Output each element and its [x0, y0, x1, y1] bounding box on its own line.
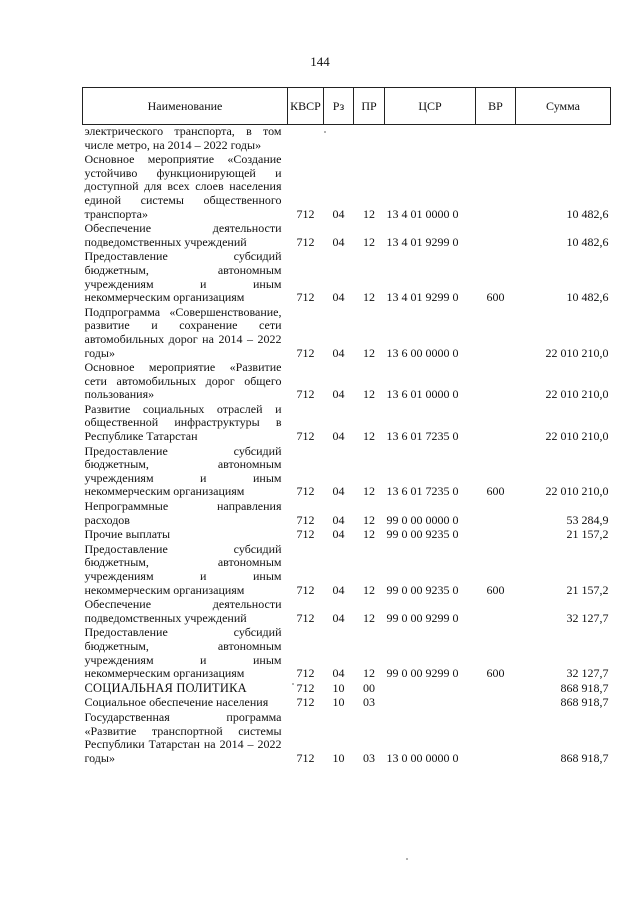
table-row	[83, 250, 611, 305]
cell-pr: 12	[363, 610, 375, 625]
table-row	[83, 682, 611, 697]
cell-sum: 32 127,7	[566, 610, 609, 625]
table-row	[83, 361, 611, 403]
table-row	[83, 153, 611, 222]
cell-pr: 12	[363, 484, 375, 499]
cell-rz: 10	[332, 680, 345, 695]
cell-kvsr: 712	[296, 666, 315, 681]
table-row	[83, 500, 611, 528]
cell-vr	[476, 528, 516, 543]
cell-csr	[385, 696, 476, 711]
cell-rz: 04	[332, 387, 345, 402]
cell-pr: 03	[363, 750, 375, 765]
cell-name: Предоставление субсидий бюджетным, автономным учреждениям и иным некоммерческим организациям	[84, 541, 282, 597]
cell-vr	[476, 696, 516, 711]
budget-table-container	[82, 87, 610, 766]
table-row	[83, 445, 611, 500]
cell-rz: 04	[332, 206, 345, 221]
cell-kvsr: 712	[296, 387, 315, 402]
cell-sum: 22 010 210,0	[545, 387, 609, 402]
cell-vr	[476, 153, 516, 222]
cell-name: Предоставление субсидий бюджетным, автономным учреждениям и иным некоммерческим организациям	[84, 625, 282, 681]
cell-sum: 21 157,2	[566, 527, 609, 542]
cell-csr: 13 4 01 9299 0	[386, 234, 459, 249]
cell-name: Основное мероприятие «Развитие сети автомобильных дорог общего пользования»	[84, 360, 282, 402]
cell-rz: 04	[332, 429, 345, 444]
cell-name: Обеспечение деятельности подведомственных учреждений	[84, 597, 282, 625]
cell-sum: 22 010 210,0	[545, 345, 609, 360]
cell-name: Подпрограмма «Совершенствование, развитие и сохранение сети автомобильных дорог на 2014 – 2022 годы»	[84, 304, 282, 360]
table-row	[83, 222, 611, 250]
cell-kvsr: 712	[296, 680, 315, 695]
cell-rz: 04	[332, 610, 345, 625]
cell-sum: 32 127,7	[566, 666, 609, 681]
cell-csr: 99 0 00 9299 0	[386, 666, 459, 681]
cell-name: Социальное обеспечение населения	[84, 695, 269, 710]
cell-csr: 13 6 01 0000 0	[386, 387, 459, 402]
cell-kvsr: 712	[296, 484, 315, 499]
cell-name: электрического транспорта, в том числе метро, на 2014 – 2022 годы»	[84, 124, 282, 152]
table-row	[83, 306, 611, 361]
cell-vr: 600	[486, 290, 505, 305]
cell-csr: 99 0 00 0000 0	[386, 512, 459, 527]
cell-kvsr: 712	[296, 695, 315, 710]
cell-sum: 53 284,9	[566, 512, 609, 527]
scan-speck	[324, 131, 326, 133]
cell-sum: 10 482,6	[566, 290, 609, 305]
cell-vr	[476, 711, 516, 766]
table-row	[83, 543, 611, 598]
cell-rz: 04	[332, 234, 345, 249]
cell-vr	[476, 222, 516, 250]
scan-speck	[406, 858, 408, 860]
header-csr: ЦСР	[385, 88, 476, 125]
cell-name: Предоставление субсидий бюджетным, автономным учреждениям и иным некоммерческим организациям	[84, 443, 282, 499]
cell-name: Предоставление субсидий бюджетным, автономным учреждениям и иным некоммерческим организациям	[84, 249, 282, 305]
cell-kvsr: 712	[296, 527, 315, 542]
cell-csr: 13 0 00 0000 0	[386, 750, 459, 765]
cell-sum	[516, 125, 611, 154]
cell-pr: 00	[363, 680, 375, 695]
table-body	[83, 125, 611, 767]
cell-pr: 12	[363, 582, 375, 597]
cell-vr	[476, 500, 516, 528]
cell-rz: 04	[332, 345, 345, 360]
cell-rz: 10	[332, 695, 345, 710]
cell-kvsr	[288, 125, 324, 154]
table-row	[83, 598, 611, 626]
cell-name: Прочие выплаты	[84, 527, 171, 542]
cell-kvsr: 712	[296, 345, 315, 360]
cell-csr	[385, 682, 476, 697]
cell-vr	[476, 682, 516, 697]
cell-sum: 10 482,6	[566, 234, 609, 249]
cell-vr	[476, 306, 516, 361]
header-rz: Рз	[324, 88, 354, 125]
header-kvsr: КВСР	[288, 88, 324, 125]
cell-vr	[476, 403, 516, 445]
cell-pr: 12	[363, 206, 375, 221]
cell-vr: 600	[486, 666, 505, 681]
cell-vr	[476, 598, 516, 626]
cell-pr: 12	[363, 345, 375, 360]
cell-rz: 04	[332, 290, 345, 305]
cell-csr: 13 4 01 9299 0	[386, 290, 459, 305]
cell-rz	[324, 125, 354, 154]
header-sum: Сумма	[516, 88, 611, 125]
cell-pr: 03	[363, 695, 375, 710]
cell-vr	[476, 361, 516, 403]
cell-name: Обеспечение деятельности подведомственных учреждений	[84, 221, 282, 249]
scan-speck	[292, 683, 294, 685]
table-row	[83, 696, 611, 711]
cell-pr: 12	[363, 290, 375, 305]
cell-pr: 12	[363, 234, 375, 249]
cell-kvsr: 712	[296, 582, 315, 597]
cell-sum: 22 010 210,0	[545, 429, 609, 444]
cell-kvsr: 712	[296, 429, 315, 444]
cell-csr: 99 0 00 9235 0	[386, 527, 459, 542]
cell-name: Основное мероприятие «Создание устойчиво функционирующей и доступной для всех слоев населения единой системы общественного транспорта»	[84, 152, 282, 221]
cell-csr: 99 0 00 9299 0	[386, 610, 459, 625]
cell-sum: 22 010 210,0	[545, 484, 609, 499]
cell-pr: 12	[363, 429, 375, 444]
cell-name: СОЦИАЛЬНАЯ ПОЛИТИКА	[84, 680, 247, 695]
table-row	[83, 528, 611, 543]
cell-vr: 600	[486, 484, 505, 499]
cell-vr	[476, 125, 516, 154]
cell-vr: 600	[486, 582, 505, 597]
cell-pr	[354, 125, 385, 154]
cell-rz: 04	[332, 484, 345, 499]
table-row	[83, 711, 611, 766]
cell-sum: 868 918,7	[560, 695, 609, 710]
cell-csr	[385, 125, 476, 154]
cell-name: Развитие социальных отраслей и общественной инфраструктуры в Республике Татарстан	[84, 401, 282, 444]
table-row	[83, 626, 611, 681]
cell-kvsr: 712	[296, 750, 315, 765]
cell-rz: 04	[332, 527, 345, 542]
header-vr: ВР	[476, 88, 516, 125]
cell-csr: 99 0 00 9235 0	[386, 582, 459, 597]
cell-kvsr: 712	[296, 512, 315, 527]
cell-csr: 13 6 00 0000 0	[386, 345, 459, 360]
budget-table	[82, 87, 611, 766]
cell-rz: 04	[332, 666, 345, 681]
cell-rz: 04	[332, 582, 345, 597]
cell-sum: 10 482,6	[566, 206, 609, 221]
cell-csr: 13 6 01 7235 0	[386, 429, 459, 444]
table-row	[83, 403, 611, 445]
cell-kvsr: 712	[296, 610, 315, 625]
cell-kvsr: 712	[296, 234, 315, 249]
cell-csr: 13 6 01 7235 0	[386, 484, 459, 499]
cell-kvsr: 712	[296, 290, 315, 305]
cell-pr: 12	[363, 387, 375, 402]
cell-sum: 21 157,2	[566, 582, 609, 597]
cell-pr: 12	[363, 666, 375, 681]
cell-rz: 10	[332, 750, 345, 765]
header-name: Наименование	[83, 88, 288, 125]
cell-csr: 13 4 01 0000 0	[386, 206, 459, 221]
cell-pr: 12	[363, 512, 375, 527]
cell-sum: 868 918,7	[560, 750, 609, 765]
header-pr: ПР	[354, 88, 385, 125]
cell-pr: 12	[363, 527, 375, 542]
cell-rz: 04	[332, 512, 345, 527]
cell-kvsr: 712	[296, 206, 315, 221]
table-row	[83, 125, 611, 154]
cell-name: Государственная программа «Развитие транспортной системы Республики Татарстан на 2014 – 2022 годы»	[84, 709, 282, 765]
cell-sum: 868 918,7	[560, 680, 609, 695]
table-header	[83, 88, 611, 125]
page-number: 144	[310, 54, 330, 69]
cell-name: Непрограммные направления расходов	[84, 499, 282, 527]
